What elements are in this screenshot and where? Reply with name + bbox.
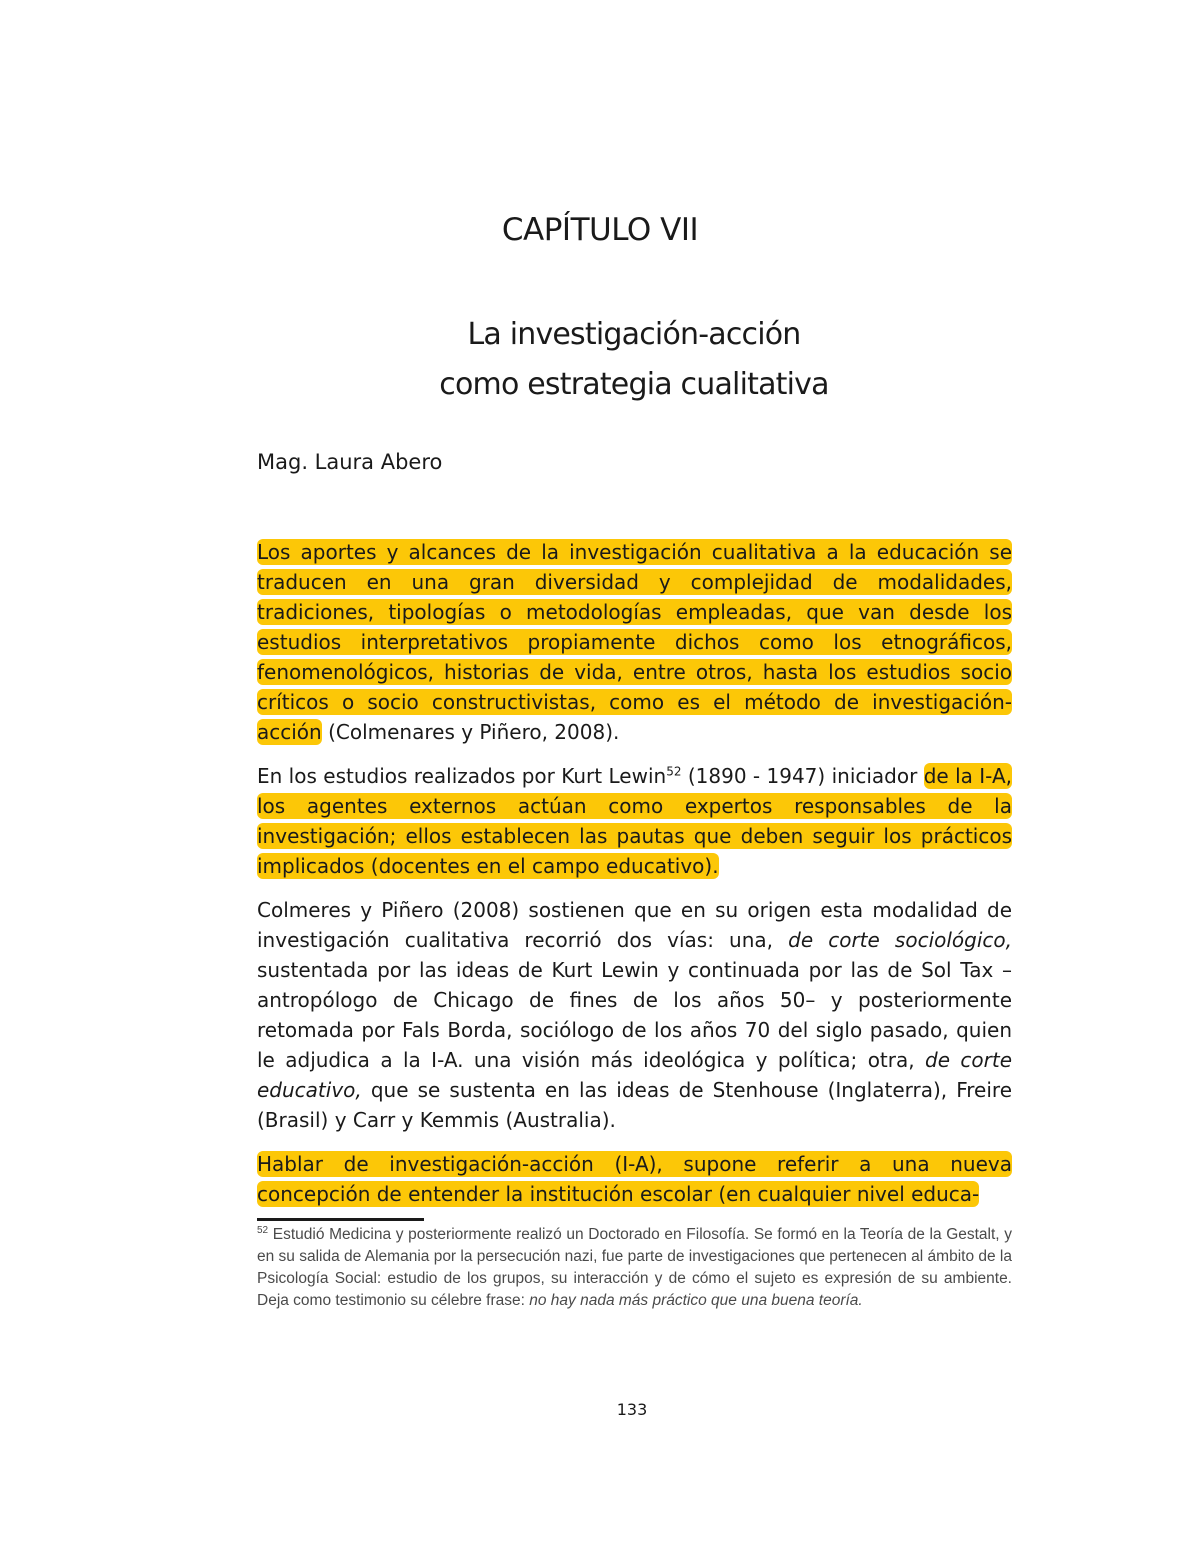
highlighted-text: Hablar de investigación-acción (I-A), supone referir a una nueva concepción de entender la institución escolar (en cualquier nivel educa-	[257, 1152, 1012, 1206]
footnote-reference[interactable]: 52	[666, 764, 682, 779]
paragraph-text: sustentada por las ideas de Kurt Lewin y continuada por las de Sol Tax –antropólogo de Chicago de fines de los años 50– y posteriormente retomada por Fals Borda, sociólogo de los años 70 del siglo pasado, quien le adjudica a la I-A. una visión más ideológica y política; otra,	[257, 958, 1012, 1072]
chapter-title-line-1: La investigación-acción	[467, 317, 801, 352]
paragraph-text: (1890 - 1947) iniciador	[681, 764, 924, 788]
footnote-quote: no hay nada más práctico que una buena teoría.	[529, 1292, 863, 1309]
footnote-mark: 52	[257, 1224, 269, 1236]
paragraph-text: Colmeres y Piñero (2008) sostienen que en su origen esta modalidad de investigación cualitativa recorrió dos vías: una,	[257, 898, 1012, 952]
paragraph-4	[257, 1149, 1012, 1211]
paragraph-3	[257, 895, 1012, 1135]
author-name: Mag. Laura Abero	[257, 450, 443, 474]
italic-text: de corte sociológico,	[788, 928, 1012, 952]
chapter-title	[0, 310, 1200, 410]
footnote-divider	[257, 1218, 424, 1221]
paragraph-2	[257, 761, 1012, 881]
chapter-title-line-2: como estrategia cualitativa	[439, 367, 829, 402]
paragraph-text: (Colmenares y Piñero, 2008).	[321, 720, 620, 744]
paragraph-text: que se sustenta en las ideas de Stenhouse (Inglaterra), Freire (Brasil) y Carr y Kemmis (Australia).	[257, 1078, 1012, 1132]
footnote	[257, 1224, 1012, 1312]
paragraph-1	[257, 537, 1012, 747]
highlighted-text: Los aportes y alcances de la investigación cualitativa a la educación se traducen en una gran diversidad y complejidad de modalidades, tradiciones, tipologías o metodologías empleadas, que van desde los estudios interpretativos propiamente dichos como los etnográficos, fenomenológicos, historias de vida, entre otros, hasta los estudios socio críticos o socio constructivistas, como es el método de investigación-acción	[257, 540, 1012, 744]
page-number: 133	[616, 1400, 648, 1419]
highlighted-text: de la I-A, los agentes externos actúan como expertos responsables de la investigación; ellos establecen las pautas que deben seguir los prácticos implicados (docentes en el campo educativo).	[257, 764, 1012, 878]
footnote-text: Estudió Medicina y posteriormente realizó un Doctorado en Filosofía. Se formó en la Teoría de la Gestalt, y en su salida de Alemania por la persecución nazi, fue parte de investigaciones que pertenecen al ámbito de la Psicología Social: estudio de los grupos, su interacción y de cómo el sujeto es expresión de su ambiente. Deja como testimonio su célebre frase:	[257, 1226, 1012, 1309]
italic-text: de corte educativo,	[257, 1048, 1012, 1102]
paragraph-text: En los estudios realizados por Kurt Lewin	[257, 764, 667, 788]
chapter-heading: CAPÍTULO VII	[501, 212, 699, 248]
